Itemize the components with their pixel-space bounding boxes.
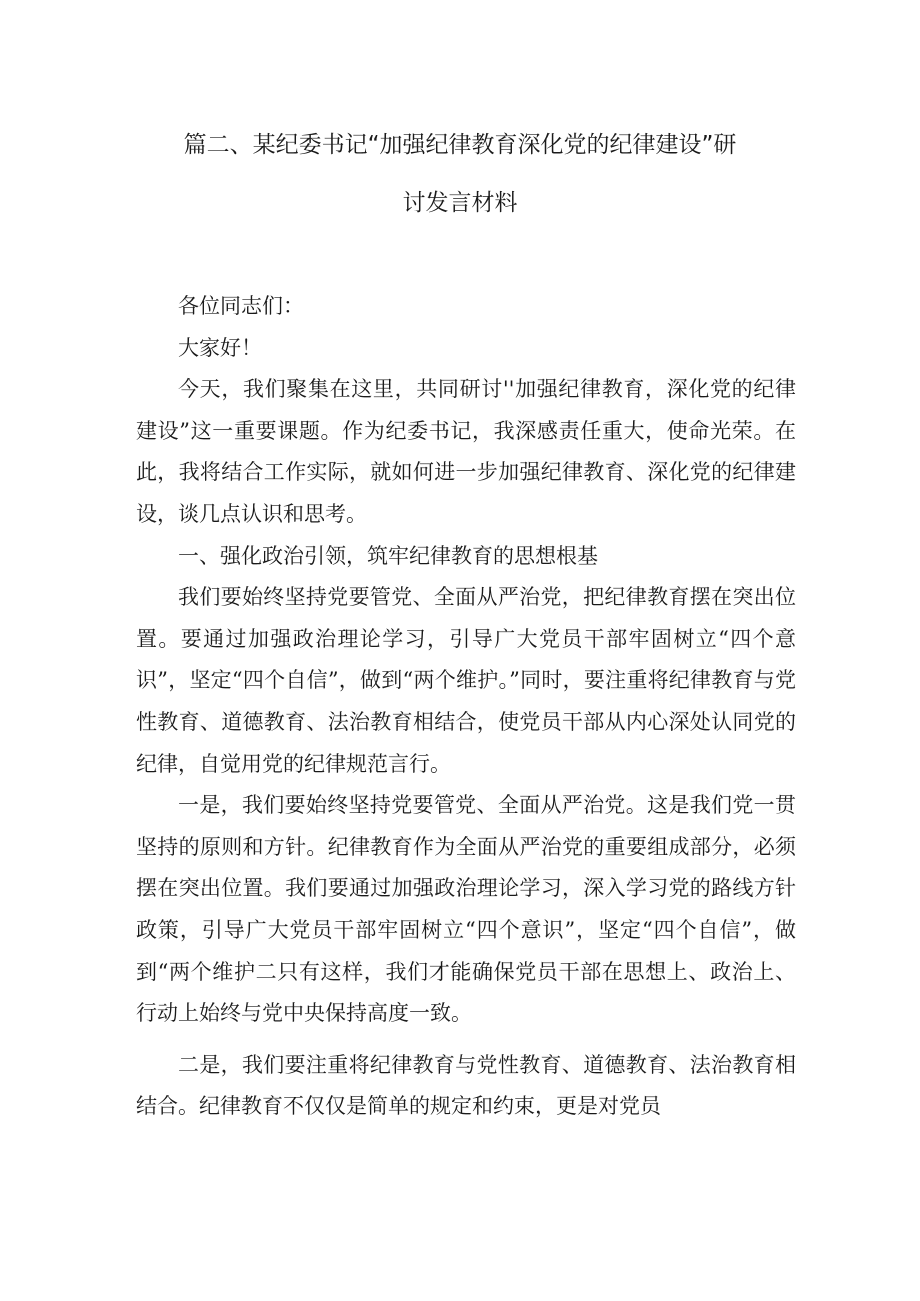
document-body xyxy=(136,286,796,1128)
point-1-paragraph: 一是，我们要始终坚持党要管党、全面从严治党。这是我们党一贯坚持的原则和方针。纪律教育作为全面从严治党的重要组成部分，必须摆在突出位置。我们要通过加强政治理论学习，深入学习党的路线方针政策，引导广大党员干部牢固树立“四个意识”，坚定“四个自信”，做到“两个维护二只有这样，我们才能确保党员干部在思想上、政治上、行动上始终与党中央保持高度一致。 xyxy=(136,793,796,1026)
greeting-paragraph: 各位同志们： xyxy=(178,294,304,318)
hello-paragraph: 大家好！ xyxy=(178,335,262,360)
section-1-heading: 一、强化政治引领，筑牢纪律教育的思想根基 xyxy=(178,543,598,568)
point-2-paragraph: 二是，我们要注重将纪律教育与党性教育、道德教育、法治教育相结合。纪律教育不仅仅是简单的规定和约束，更是对党员 xyxy=(136,1052,796,1119)
section-1-paragraph: 我们要始终坚持党要管党、全面从严治党，把纪律教育摆在突出位置。要通过加强政治理论学习，引导广大党员干部牢固树立“四个意识”，坚定“四个自信”，做到“两个维护。”同时，要注重将纪律教育与党性教育、道德教育、法治教育相结合，使党员干部从内心深处认同党的纪律，自觉用党的纪律规范言行。 xyxy=(136,585,796,776)
document-title-line-1: 篇二、某纪委书记“加强纪律教育深化党的纪律建设”研 xyxy=(183,132,737,158)
intro-paragraph: 今天，我们聚集在这里，共同研讨''加强纪律教育，深化党的纪律建设”这一重要课题。作为纪委书记，我深感责任重大，使命光荣。在此，我将结合工作实际，就如何进一步加强纪律教育、深化党的纪律建设，谈几点认识和思考。 xyxy=(136,377,796,526)
document-title-line-2: 讨发言材料 xyxy=(402,190,518,216)
